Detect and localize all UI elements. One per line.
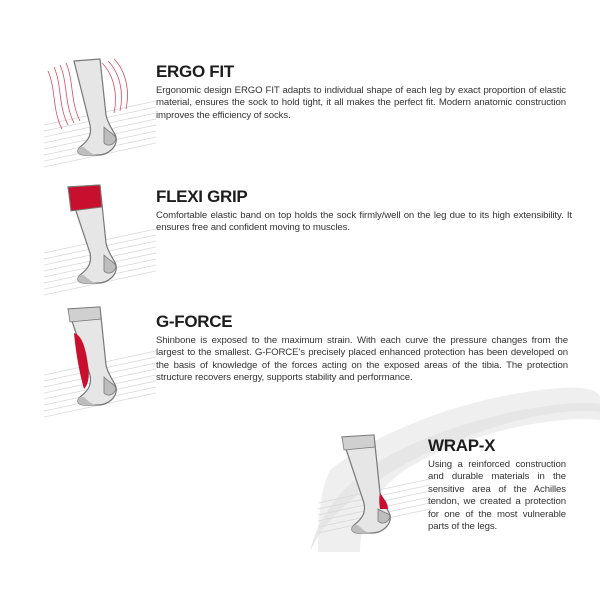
- feature-description: Comfortable elastic band on top holds the sock firmly/well on the leg due to its high extensibility. It ensures free and confident moving to muscles.: [156, 210, 572, 234]
- feature-description: Using a reinforced construction and durable materials in the sensitive area of the Achilles tendon, we created a protection for one of the most vulnerable parts of the legs.: [428, 459, 566, 533]
- sock-ergo-fit-icon: [44, 55, 156, 173]
- feature-title: FLEXI GRIP: [156, 187, 248, 206]
- feature-description: Shinbone is exposed to the maximum strain. With each curve the pressure changes from the largest to the smallest. G-FORCE’s precisely placed enhanced protection has been developed on the basis of knowledge of the forces acting on the exposed areas of the tibia. The protection structure recovers energy, supports stability and performance.: [156, 335, 568, 384]
- sock-flexi-grip-icon: [44, 183, 156, 301]
- sock-wrap-x-icon: [318, 433, 430, 551]
- feature-title: G-FORCE: [156, 312, 233, 331]
- sock-g-force-icon: [44, 305, 156, 423]
- feature-title: WRAP-X: [428, 436, 496, 455]
- feature-description: Ergonomic design ERGO FIT adapts to individual shape of each leg by exact proportion of elastic material, ensures the sock to hold tight, it all makes the perfect fit. Modern anatomic construction improves the efficiency of socks.: [156, 85, 566, 121]
- feature-title: ERGO FIT: [156, 62, 234, 81]
